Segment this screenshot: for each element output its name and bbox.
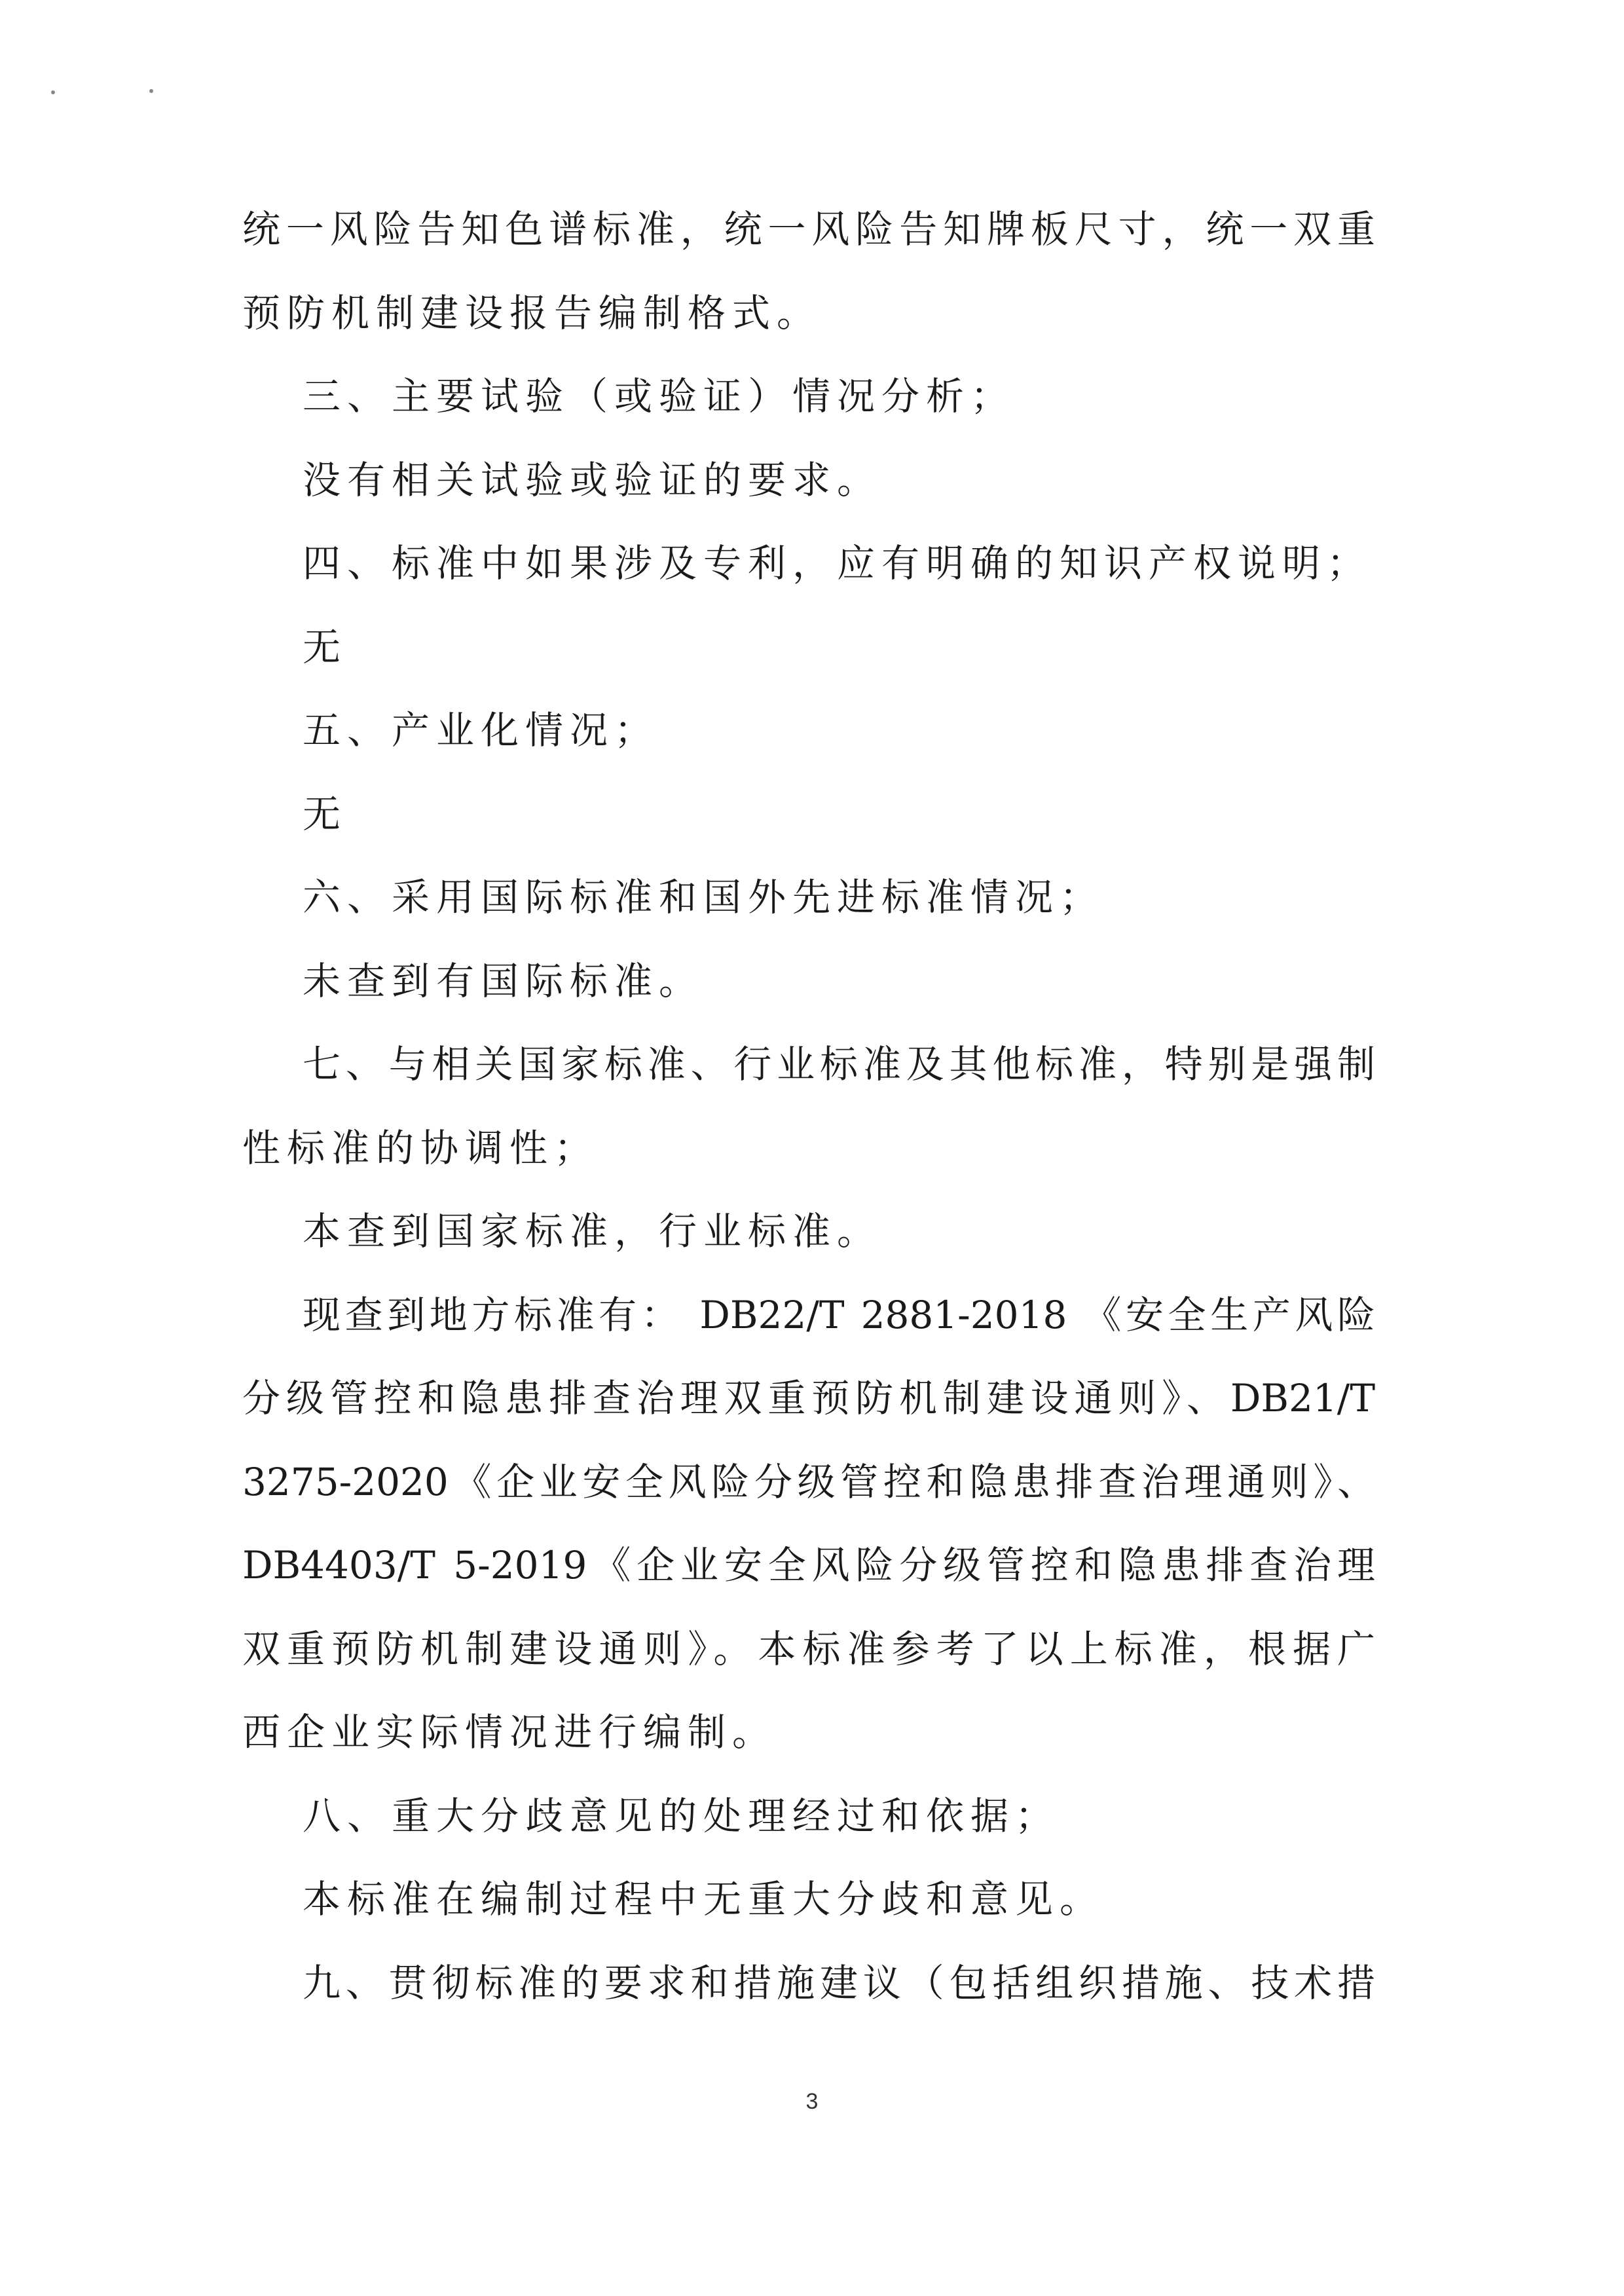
paragraph-line: 西企业实际情况进行编制。 bbox=[242, 1710, 777, 1754]
paragraph-line: 本标准在编制过程中无重大分歧和意见。 bbox=[303, 1877, 1105, 1921]
paragraph-line: 现查到地方标准有： DB22/T 2881-2018 《安全生产风险 bbox=[303, 1293, 1375, 1337]
paragraph-line: 预防机制建设报告编制格式。 bbox=[242, 291, 822, 335]
paragraph-line: 无 bbox=[303, 792, 348, 836]
paragraph-line: 无 bbox=[303, 625, 348, 669]
paragraph-line: 本查到国家标准，行业标准。 bbox=[303, 1209, 882, 1253]
paragraph-line: DB4403/T 5-2019《企业安全风险分级管控和隐患排查治理 bbox=[242, 1543, 1375, 1587]
scan-speck bbox=[149, 89, 153, 93]
paragraph-line: 统一风险告知色谱标准，统一风险告知牌板尺寸，统一双重 bbox=[242, 207, 1375, 251]
paragraph-line: 性标准的协调性； bbox=[242, 1126, 599, 1170]
section-heading-5: 五、产业化情况； bbox=[303, 708, 659, 752]
section-heading-9: 九、贯彻标准的要求和措施建议（包括组织措施、技术措 bbox=[303, 1961, 1375, 2005]
scan-speck bbox=[51, 90, 55, 94]
paragraph-line: 双重预防机制建设通则》。本标准参考了以上标准，根据广 bbox=[242, 1627, 1375, 1671]
section-heading-8: 八、重大分歧意见的处理经过和依据； bbox=[303, 1794, 1060, 1838]
section-heading-6: 六、采用国际标准和国外先进标准情况； bbox=[303, 875, 1105, 919]
section-heading-4: 四、标准中如果涉及专利，应有明确的知识产权说明； bbox=[303, 541, 1372, 585]
paragraph-line: 3275-2020《企业安全风险分级管控和隐患排查治理通则》、 bbox=[242, 1460, 1375, 1504]
paragraph-line: 未查到有国际标准。 bbox=[303, 959, 704, 1003]
section-heading-3: 三、主要试验（或验证）情况分析； bbox=[303, 374, 1016, 418]
page-number: 3 bbox=[805, 2089, 819, 2114]
section-heading-7: 七、与相关国家标准、行业标准及其他标准，特别是强制 bbox=[303, 1042, 1375, 1086]
paragraph-line: 没有相关试验或验证的要求。 bbox=[303, 458, 882, 502]
paragraph-line: 分级管控和隐患排查治理双重预防机制建设通则》、DB21/T bbox=[242, 1376, 1375, 1420]
